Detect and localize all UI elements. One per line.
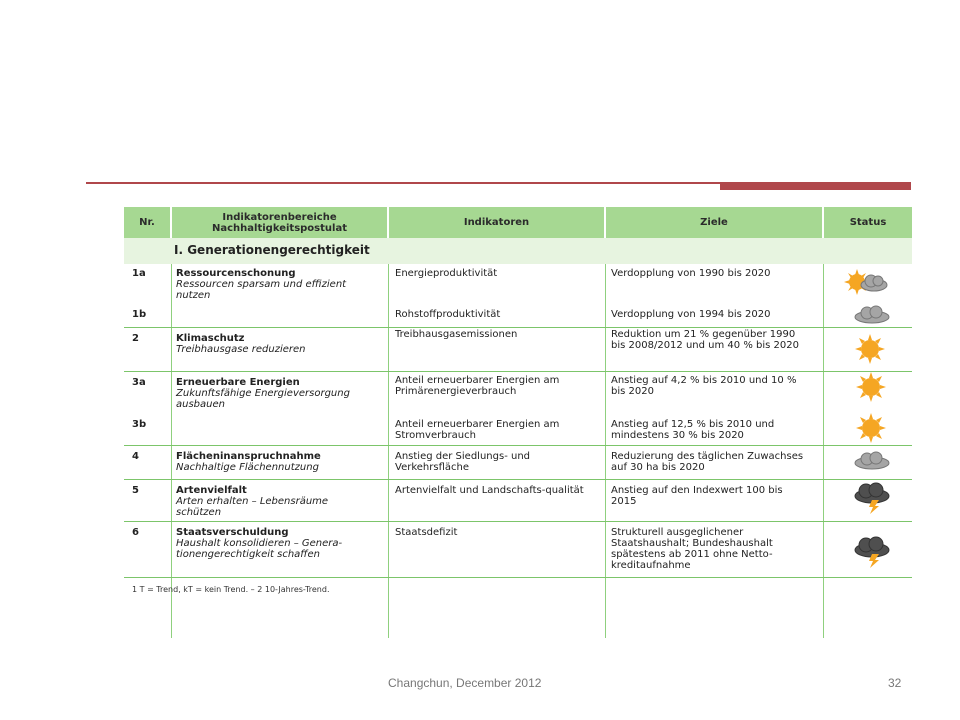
sun-icon — [854, 333, 886, 365]
row-nr: 2 — [132, 333, 139, 344]
row-ziel: Anstieg auf 4,2 % bis 2010 und 10 % bis 2020 — [611, 375, 797, 397]
title-rule-thin — [86, 182, 720, 184]
row-separator — [124, 371, 912, 372]
row-postulat: Arten erhalten – Lebensräume schützen — [176, 496, 329, 518]
row-indikator: Anteil erneuerbarer Energien am Stromverbrauch — [395, 419, 560, 441]
row-postulat: Haushalt konsolidieren – Genera-tionengerechtigkeit schaffen — [176, 538, 343, 560]
cloud-icon — [852, 304, 892, 324]
column-divider — [823, 264, 824, 638]
row-indikator: Anstieg der Siedlungs- und Verkehrsfläche — [395, 451, 531, 473]
row-separator — [124, 445, 912, 446]
row-separator — [124, 479, 912, 480]
header-ziele: Ziele — [606, 207, 822, 238]
row-bereich: Ressourcenschonung — [176, 268, 296, 279]
sun-icon — [855, 412, 887, 444]
row-ziel: Verdopplung von 1994 bis 2020 — [611, 309, 771, 320]
table-footnote: 1 T = Trend, kT = kein Trend. – 2 10-Jahres-Trend. — [132, 585, 330, 594]
row-nr: 3b — [132, 419, 147, 430]
row-separator — [124, 327, 912, 328]
row-indikator: Staatsdefizit — [395, 527, 458, 538]
section-title: I. Generationengerechtigkeit — [174, 243, 370, 257]
row-ziel: Anstieg auf den Indexwert 100 bis 2015 — [611, 485, 783, 507]
row-ziel: Strukturell ausgeglichener Staatshaushalt; Bundeshaushalt spätestens ab 2011 ohne Netto-kreditaufnahme — [611, 527, 773, 571]
thunderstorm-icon — [852, 482, 892, 514]
row-separator — [124, 577, 912, 578]
row-ziel: Reduzierung des täglichen Zuwachses auf 30 ha bis 2020 — [611, 451, 804, 473]
row-indikator: Anteil erneuerbarer Energien am Primärenergieverbrauch — [395, 375, 560, 397]
row-separator — [124, 521, 912, 522]
page-number: 32 — [888, 676, 902, 690]
row-postulat: Zukunftsfähige Energieversorgung ausbauen — [176, 388, 350, 410]
row-nr: 5 — [132, 485, 139, 496]
sun-behind-cloud-icon — [842, 267, 890, 297]
row-nr: 6 — [132, 527, 139, 538]
row-bereich: Flächeninanspruchnahme — [176, 451, 321, 462]
row-nr: 4 — [132, 451, 139, 462]
row-nr: 1b — [132, 309, 147, 320]
row-ziel: Reduktion um 21 % gegenüber 1990 bis 2008/2012 und um 40 % bis 2020 — [611, 329, 799, 351]
row-bereich: Artenvielfalt — [176, 485, 247, 496]
column-divider — [605, 264, 606, 638]
row-indikator: Rohstoffproduktivität — [395, 309, 501, 320]
row-postulat: Nachhaltige Flächennutzung — [176, 462, 319, 473]
row-postulat: Treibhausgase reduzieren — [176, 344, 306, 355]
row-indikator: Artenvielfalt und Landschafts-qualität — [395, 485, 584, 496]
header-nr: Nr. — [124, 207, 170, 238]
row-indikator: Treibhausgasemissionen — [395, 329, 518, 340]
sun-icon — [855, 371, 887, 403]
footer-text: Changchun, December 2012 — [388, 676, 542, 690]
column-divider — [388, 264, 389, 638]
row-indikator: Energieproduktivität — [395, 268, 498, 279]
row-ziel: Verdopplung von 1990 bis 2020 — [611, 268, 771, 279]
section-row — [124, 238, 912, 264]
column-divider — [171, 264, 172, 638]
row-ziel: Anstieg auf 12,5 % bis 2010 und mindestens 30 % bis 2020 — [611, 419, 775, 441]
title-rule-thick — [720, 182, 911, 190]
thunderstorm-icon — [852, 536, 892, 568]
header-indikatoren: Indikatoren — [389, 207, 604, 238]
row-bereich: Staatsverschuldung — [176, 527, 289, 538]
row-bereich: Erneuerbare Energien — [176, 377, 300, 388]
row-nr: 1a — [132, 268, 146, 279]
row-bereich: Klimaschutz — [176, 333, 245, 344]
cloud-icon — [852, 450, 892, 470]
row-postulat: Ressourcen sparsam und effizient nutzen — [176, 279, 347, 301]
header-bereich: Indikatorenbereiche Nachhaltigkeitspostulat — [172, 207, 387, 238]
header-status: Status — [824, 207, 912, 238]
row-nr: 3a — [132, 377, 146, 388]
